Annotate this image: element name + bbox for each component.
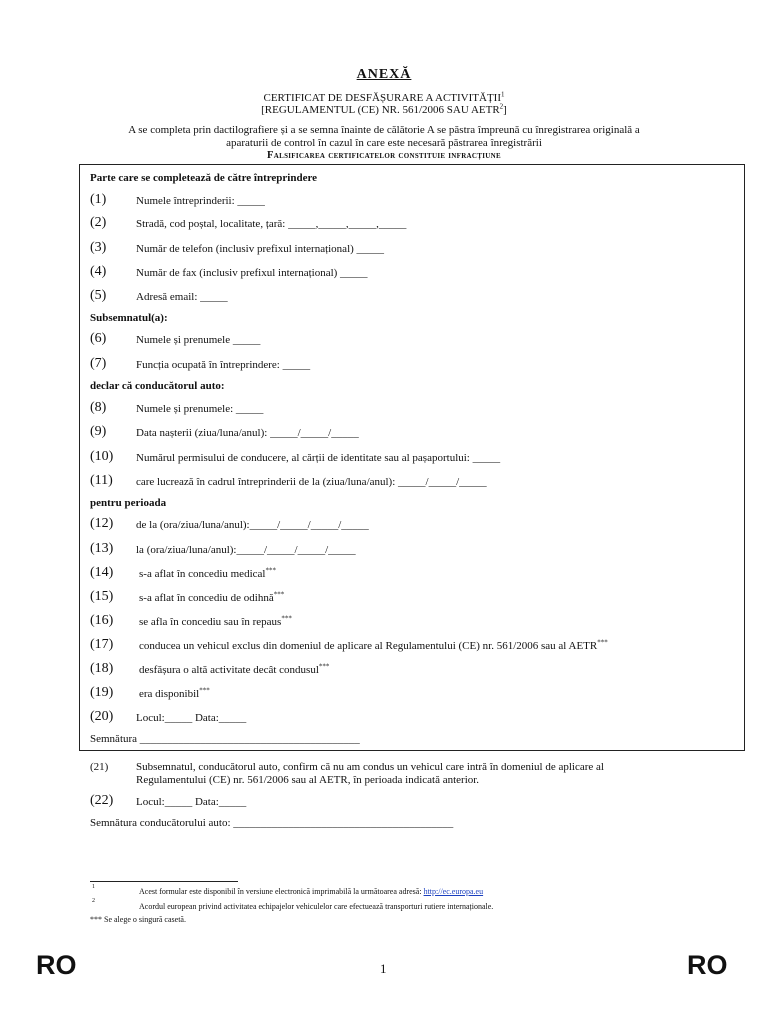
field-address[interactable]: Stradă, cod poștal, localitate, țară: _____,_____,_____,_____ [136,218,407,230]
field-driver-name[interactable]: Numele și prenumele: _____ [136,403,264,415]
footnote-ref-2: 2 [499,102,504,111]
item-number: (13) [90,541,114,556]
footnote-1 [139,887,483,896]
option-leave-or-rest[interactable] [139,616,292,628]
option-other-work-label: desfășura o altă activitate decât condusul [139,664,319,676]
section-company-heading: Parte care se completează de către întreprindere [90,172,318,184]
driver-confirmation-line-2: Regulamentului (CE) nr. 561/2006 sau al AETR, în perioada indicată anterior. [136,774,480,786]
item-number: (5) [90,288,107,303]
certificate-title-text: CERTIFICAT DE DESFĂȘURARE A ACTIVITĂȚII [263,92,501,104]
footnote-1-text: Acest formular este disponibil în versiune electronică imprimabilă la următoarea adresă: [139,887,424,896]
falsification-warning: Falsificarea certificatelor constituie infracțiune [267,150,501,161]
field-email[interactable]: Adresă email: _____ [136,291,228,303]
instructions-line-1: A se completa prin dactilografiere și a se semna înainte de călătorie A se păstra împreună cu înregistrarea originală a [128,124,640,136]
item-number: (15) [90,589,114,604]
instructions-line-2: aparaturii de control în cazul în care este necesară păstrarea înregistrării [226,137,542,149]
option-sick-leave-label: s-a aflat în concediu medical [139,568,266,580]
option-marker: *** [281,614,292,623]
field-place-date[interactable]: Locul:_____ Data:_____ [136,712,247,724]
page-number: 1 [380,961,387,976]
section-period-heading: pentru perioada [90,497,167,509]
option-marker: *** [199,686,210,695]
section-driver-heading: declar că conducătorul auto: [90,380,225,392]
field-period-to[interactable]: la (ora/ziua/luna/anul):_____/_____/_____/_____ [136,544,356,556]
annex-title: ANEXĂ [356,67,412,82]
footnote-3-text: *** Se alege o singură casetă. [90,915,186,924]
item-number: (7) [90,356,107,371]
item-number: (9) [90,424,107,439]
item-number: (14) [90,565,114,580]
regulation-title-end: ] [503,104,507,116]
certificate-title [0,92,768,104]
item-number: (1) [90,192,107,207]
option-marker: *** [318,662,330,671]
item-number: (16) [90,613,114,628]
footnote-2-text: Acordul european privind activitatea echipajelor vehiculelor care efectuează transporturi rutiere internaționale. [139,902,494,911]
item-number: (21) [90,761,109,773]
footnote-ref-1: 1 [500,90,505,99]
item-number: (19) [90,685,114,700]
item-number: (6) [90,331,107,346]
item-number: (22) [90,793,114,808]
item-number: (10) [90,449,114,464]
item-number: (18) [90,661,114,676]
language-code-left: RO [36,950,77,980]
option-available[interactable] [139,688,210,700]
option-sick-leave[interactable] [139,568,276,580]
item-number: (4) [90,264,107,279]
regulation-title [0,104,768,116]
option-leave-or-rest-label: se afla în concediu sau în repaus [139,616,282,628]
item-number: (20) [90,709,114,724]
option-marker: *** [265,566,276,575]
item-number: (11) [90,473,113,488]
item-number: (17) [90,637,114,652]
footnote-separator [90,881,238,882]
item-number: (3) [90,240,107,255]
europa-link[interactable]: http://ec.europa.eu [423,887,484,896]
driver-confirmation-line-1: Subsemnatul, conducătorul auto, confirm că nu am condus un vehicul care intră în domeniul de aplicare al [136,761,604,773]
item-number: (12) [90,516,114,531]
option-other-work[interactable] [139,664,329,676]
item-number: (8) [90,400,107,415]
field-employment-start[interactable]: care lucrează în cadrul întreprinderii de la (ziua/luna/anul): _____/_____/_____ [136,476,487,488]
field-license-number[interactable]: Numărul permisului de conducere, al cărții de identitate sau al pașaportului: _____ [136,452,501,464]
language-code-right: RO [687,950,728,980]
field-company-signature[interactable]: Semnătura ________________________________________ [90,733,360,745]
field-period-from[interactable]: de la (ora/ziua/luna/anul):_____/_____/_____/_____ [136,519,369,531]
field-signatory-name[interactable]: Numele și prenumele _____ [136,334,261,346]
option-marker: *** [597,638,608,647]
field-phone[interactable]: Număr de telefon (inclusiv prefixul internațional) _____ [136,243,385,255]
option-marker: *** [273,590,285,599]
field-company-name[interactable]: Numele întreprinderii: _____ [136,195,265,207]
footnote-1-mark: 1 [92,884,95,890]
regulation-title-text: [REGULAMENTUL (CE) NR. 561/2006 SAU AETR [261,104,500,116]
item-number: (2) [90,215,107,230]
option-excluded-vehicle-label: conducea un vehicul exclus din domeniul de aplicare al Regulamentului (CE) nr. 561/2006 sau al AETR [139,640,598,652]
section-undersigned-heading: Subsemnatul(a): [90,312,168,324]
field-fax[interactable]: Număr de fax (inclusiv prefixul internațional) _____ [136,267,368,279]
footnote-2-mark: 2 [92,898,95,904]
option-available-label: era disponibil [139,688,200,700]
field-driver-place-date[interactable]: Locul:_____ Data:_____ [136,796,247,808]
option-annual-leave-label: s-a aflat în concediu de odihnă [139,592,274,604]
field-position[interactable]: Funcția ocupată în întreprindere: _____ [136,359,311,371]
field-driver-signature[interactable]: Semnătura conducătorului auto: ________________________________________ [90,817,454,829]
field-birth-date[interactable]: Data nașterii (ziua/luna/anul): _____/_____/_____ [136,427,359,439]
option-annual-leave[interactable] [139,592,284,604]
option-excluded-vehicle[interactable] [139,640,608,652]
